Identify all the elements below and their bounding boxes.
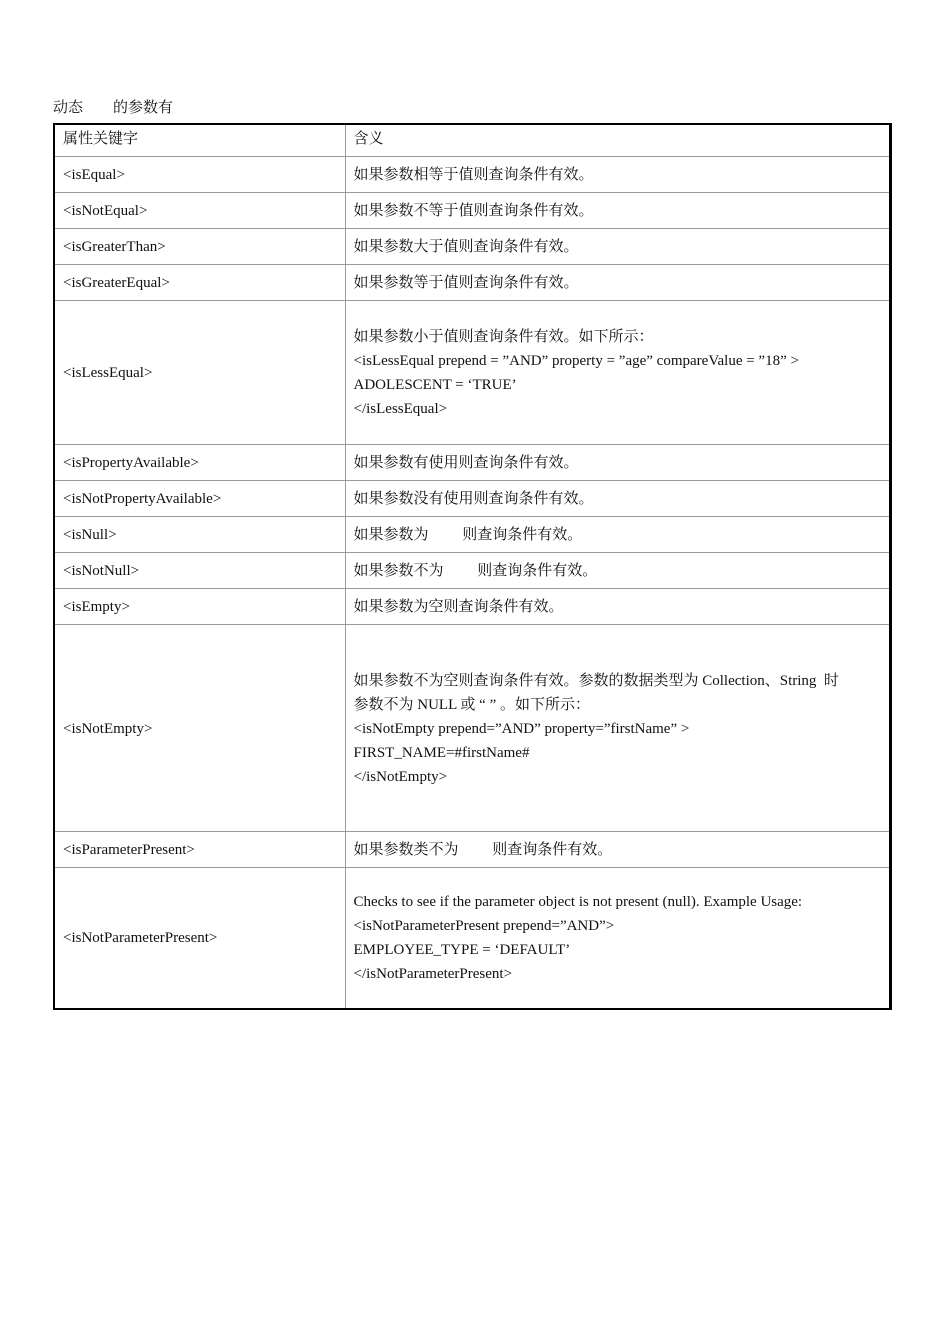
attribute-table xyxy=(53,123,892,1010)
desc-line: 参数不为 NULL 或 “ ” 。如下所示： xyxy=(353,696,591,713)
row-tag: <isNotParameterPresent> xyxy=(54,868,345,1009)
row-desc xyxy=(345,229,890,265)
row-desc xyxy=(345,832,890,868)
row-desc xyxy=(345,157,890,193)
row-desc xyxy=(345,589,890,625)
table-row xyxy=(54,445,890,481)
desc-line: 如果参数不为 则查询条件有效。 xyxy=(353,563,598,579)
desc-line: </isLessEqual> xyxy=(353,401,448,417)
row-desc xyxy=(345,445,890,481)
desc-line: 如果参数类不为 则查询条件有效。 xyxy=(353,842,613,858)
desc-line: Checks to see if the parameter object is not present (null). Example Usage: xyxy=(353,894,803,911)
header-keyword: 属性关键字 xyxy=(54,124,345,157)
table-header-row xyxy=(54,124,890,157)
desc-line: 如果参数不等于值则查询条件有效。 xyxy=(353,203,594,219)
row-tag: <isGreaterEqual> xyxy=(54,265,345,301)
desc-line: FIRST_NAME=#firstName# xyxy=(353,744,530,761)
desc-line: </isNotParameterPresent> xyxy=(353,966,513,983)
row-desc xyxy=(345,517,890,553)
desc-line: 如果参数大于值则查询条件有效。 xyxy=(353,239,579,255)
desc-line: 如果参数等于值则查询条件有效。 xyxy=(353,275,579,291)
row-desc xyxy=(345,625,890,832)
row-tag: <isEmpty> xyxy=(54,589,345,625)
row-tag: <isParameterPresent> xyxy=(54,832,345,868)
table-row xyxy=(54,589,890,625)
desc-line: 如果参数有使用则查询条件有效。 xyxy=(353,455,579,471)
row-tag: <isEqual> xyxy=(54,157,345,193)
desc-line: <isNotEmpty prepend=”AND” property=”firstName” > xyxy=(353,720,690,737)
desc-line: 如果参数为 则查询条件有效。 xyxy=(353,527,583,543)
header-meaning: 含义 xyxy=(345,124,890,157)
row-desc xyxy=(345,481,890,517)
row-tag: <isPropertyAvailable> xyxy=(54,445,345,481)
desc-line: 如果参数没有使用则查询条件有效。 xyxy=(353,491,594,507)
row-tag: <isGreaterThan> xyxy=(54,229,345,265)
table-row xyxy=(54,517,890,553)
table-row xyxy=(54,265,890,301)
table-row xyxy=(54,553,890,589)
desc-line: EMPLOYEE_TYPE = ‘DEFAULT’ xyxy=(353,942,571,959)
row-tag: <isLessEqual> xyxy=(54,301,345,445)
table-row xyxy=(54,157,890,193)
table-row xyxy=(54,625,890,832)
row-tag: <isNotNull> xyxy=(54,553,345,589)
desc-line: <isNotParameterPresent prepend=”AND”> xyxy=(353,918,615,935)
desc-line: 如果参数为空则查询条件有效。 xyxy=(353,599,564,615)
desc-line: </isNotEmpty> xyxy=(353,768,448,785)
row-tag: <isNull> xyxy=(54,517,345,553)
row-tag: <isNotEmpty> xyxy=(54,625,345,832)
row-desc xyxy=(345,868,890,1009)
row-tag: <isNotEqual> xyxy=(54,193,345,229)
row-desc xyxy=(345,265,890,301)
desc-line: <isLessEqual prepend = ”AND” property = ”age” compareValue = ”18” > xyxy=(353,353,799,369)
table-row xyxy=(54,301,890,445)
table-row xyxy=(54,832,890,868)
table-row xyxy=(54,229,890,265)
desc-line: 如果参数不为空则查询条件有效。参数的数据类型为 Collection、String 时 xyxy=(353,672,839,689)
row-desc xyxy=(345,553,890,589)
desc-line: ADOLESCENT = ‘TRUE’ xyxy=(353,377,517,393)
table-row xyxy=(54,481,890,517)
table-row xyxy=(54,193,890,229)
table-row xyxy=(54,868,890,1009)
row-desc xyxy=(345,193,890,229)
desc-line: 如果参数相等于值则查询条件有效。 xyxy=(353,167,594,183)
desc-line: 如果参数小于值则查询条件有效。如下所示： xyxy=(353,329,654,345)
row-tag: <isNotPropertyAvailable> xyxy=(54,481,345,517)
row-desc xyxy=(345,301,890,445)
section-caption: 动态 的参数有 xyxy=(53,100,174,116)
